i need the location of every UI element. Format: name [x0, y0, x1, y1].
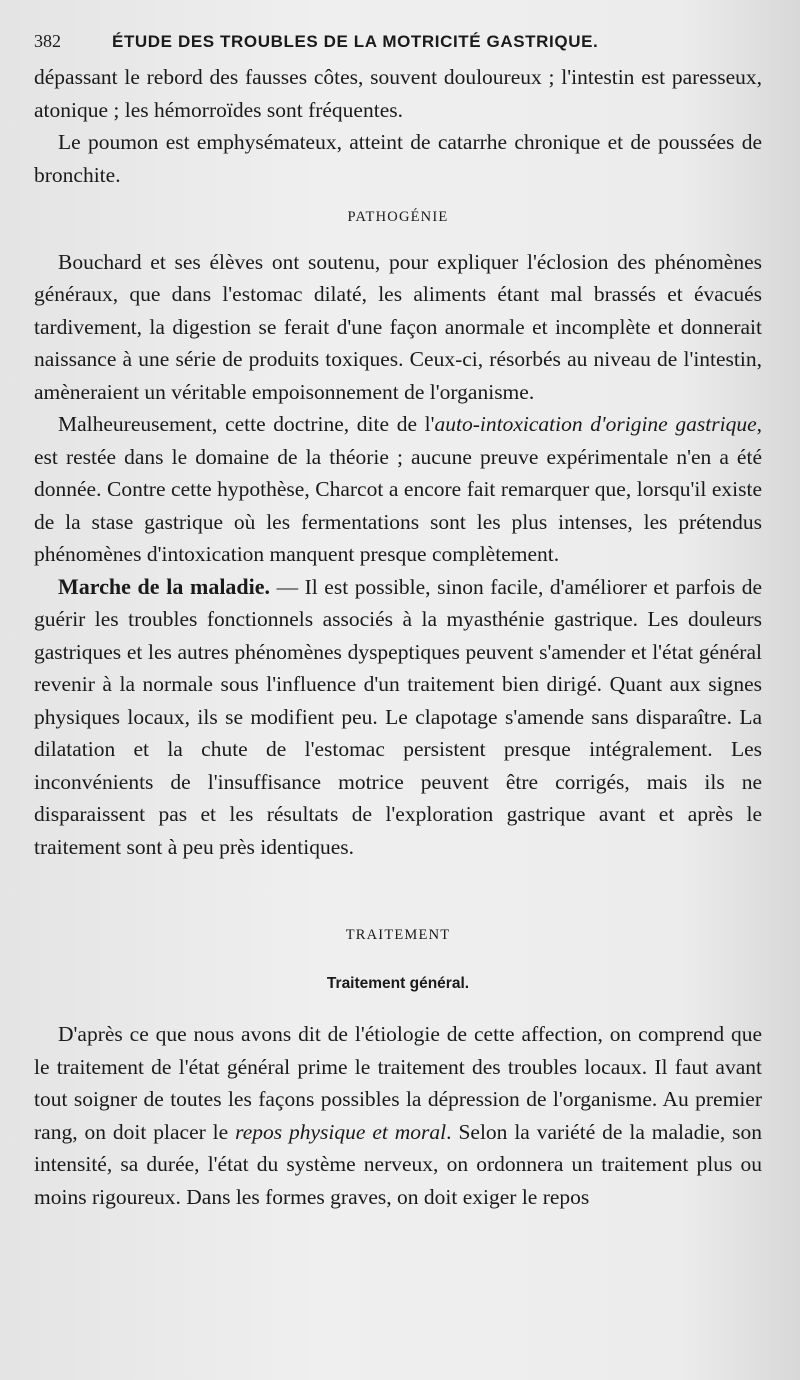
italic-term: repos physique et moral	[235, 1119, 447, 1144]
page-body	[34, 61, 762, 1213]
text-span: , est restée dans le domaine de la théorie ; aucune preuve expérimentale n'en a été donnée. Contre cette hypothèse, Charcot a encore fait remarquer que, lorsqu'il existe de la stase gastrique où les fermentations sont les plus intenses, les prétendus phénomènes d'intoxication manquent presque complètement.	[34, 412, 762, 566]
run-in-heading: Marche de la maladie.	[58, 573, 271, 599]
subsection-heading: Traitement général.	[326, 974, 470, 992]
text-span: — Il est possible, sinon facile, d'améliorer et parfois de guérir les troubles fonctionnels associés à la myasthénie gastrique. Les douleurs gastriques et les autres phénomènes dyspeptiques peuvent s'amender et l'état général revenir à la normale sous l'influence d'un traitement bien dirigé. Quant aux signes physiques locaux, ils se modifient peu. Le clapotage s'amende sans disparaître. La dilatation et la chute de l'estomac persistent presque intégralement. Les inconvénients de l'insuffisance motrice peuvent être corrigés, mais ils ne disparaissent pas et les résultats de l'exploration gastrique avant et après le traitement sont à peu près identiques.	[34, 574, 762, 859]
paragraph-auto-intoxication	[34, 408, 762, 571]
paragraph-marche	[34, 571, 762, 864]
text-span: D'après ce que nous avons dit de l'étiologie de cette affection, on comprend que le traitement de l'état général prime le traitement des troubles locaux. Il faut avant tout soigner de toutes les façons possibles la dépression de l'organisme. Au premier rang, on doit placer le	[34, 1022, 762, 1144]
paragraph-continuation: dépassant le rebord des fausses côtes, souvent douloureux ; l'intestin est paresseux, atonique ; les hémorroïdes sont fréquentes.	[34, 65, 762, 122]
section-heading-traitement: TRAITEMENT	[345, 927, 451, 943]
page-number: 382	[34, 31, 61, 51]
running-title: ÉTUDE DES TROUBLES DE LA MOTRICITÉ GASTRIQUE.	[112, 32, 599, 51]
text-span: Malheureusement, cette doctrine, dite de l'	[58, 412, 435, 436]
section-heading-pathogenie: PATHOGÉNIE	[347, 209, 449, 225]
paragraph-poumon: Le poumon est emphysémateux, atteint de catarrhe chronique et de poussées de bronchite.	[34, 130, 762, 187]
text-span: . Selon la variété de la maladie, son intensité, sa durée, l'état du système nerveux, on ordonnera un traitement plus ou moins rigoureux. Dans les formes graves, on doit exiger le repos	[34, 1119, 762, 1209]
page-header	[34, 28, 762, 55]
italic-term: auto-intoxication d'origine gastrique	[434, 412, 757, 436]
paragraph-traitement	[34, 1018, 762, 1213]
paragraph-bouchard: Bouchard et ses élèves ont soutenu, pour expliquer l'éclosion des phénomènes généraux, que dans l'estomac dilaté, les aliments étant mal brassés et évacués tardivement, la digestion se ferait d'une façon anormale et incomplète et donnerait naissance à une série de produits toxiques. Ceux-ci, résorbés au niveau de l'intestin, amèneraient un véritable empoisonnement de l'organisme.	[34, 249, 762, 404]
